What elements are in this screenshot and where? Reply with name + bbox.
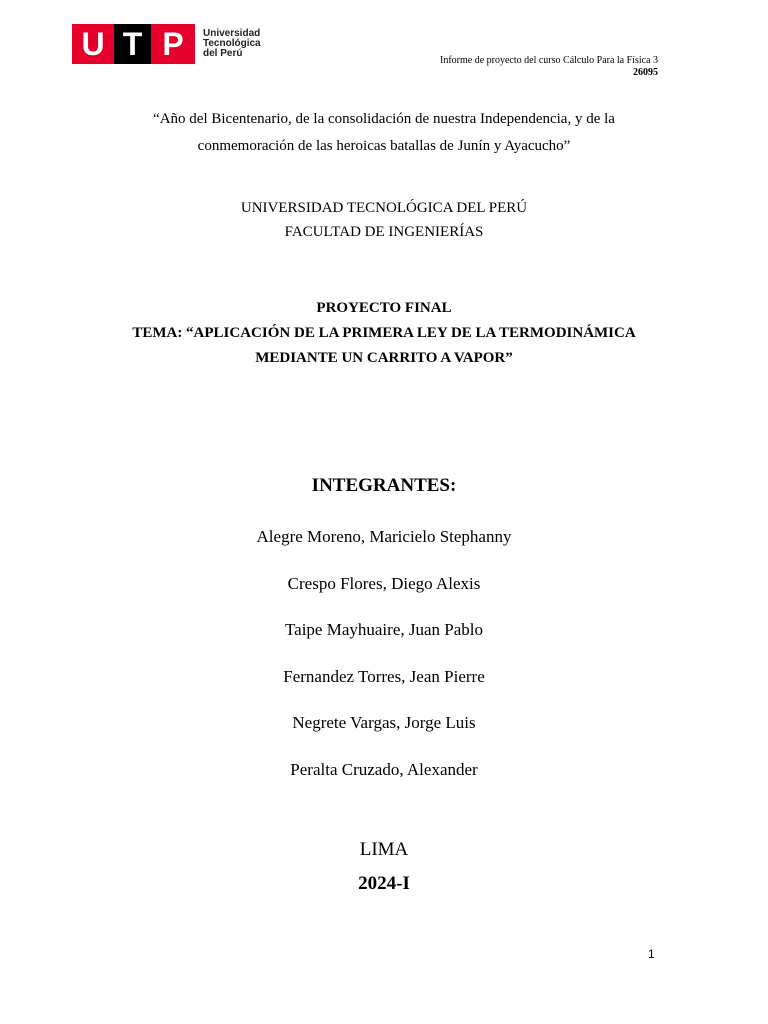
academic-period: 2024-I [358,873,410,894]
university-name: UNIVERSIDAD TECNOLÓGICA DEL PERÚ [240,200,528,216]
member-name: Fernandez Torres, Jean Pierre [283,666,485,686]
course-title: Informe de proyecto del curso Cálculo Para la Física 3 [440,55,658,66]
institution-block [0,196,768,244]
course-code: 26095 [633,67,658,78]
motto-line: “Año del Bicentenario, de la consolidación de nuestra Independencia, y de la [153,111,615,127]
faculty-name: FACULTAD DE INGENIERÍAS [284,224,484,240]
project-topic-line: TEMA: “APLICACIÓN DE LA PRIMERA LEY DE LA TERMODINÁMICA [132,325,636,341]
members-list [0,514,768,793]
member-name: Alegre Moreno, Maricielo Stephanny [256,527,512,546]
logo-text-line: Tecnológica [203,38,261,49]
logo-text-line: del Perú [203,48,243,59]
city: LIMA [359,839,409,860]
motto-line: conmemoración de las heroicas batallas de Junín y Ayacucho” [197,138,571,154]
logo-letter-p: P [151,24,195,64]
logo-text [203,29,261,59]
member-name: Crespo Flores, Diego Alexis [287,573,481,593]
member-name: Taipe Mayhuaire, Juan Pablo [284,620,484,639]
year-motto [0,106,768,160]
project-label: PROYECTO FINAL [316,300,452,316]
page-number: 1 [648,947,655,961]
project-topic-line: MEDIANTE UN CARRITO A VAPOR” [255,350,513,366]
utp-logo [72,24,261,64]
members-heading: INTEGRANTES: [311,475,457,496]
logo-text-line: Universidad [203,28,261,39]
project-block [0,296,768,371]
member-name: Peralta Cruzado, Alexander [290,759,478,779]
member-name: Negrete Vargas, Jorge Luis [292,713,476,732]
logo-letter-u: U [72,24,114,64]
page-header [440,55,658,79]
logo-letter-t: T [114,24,151,64]
